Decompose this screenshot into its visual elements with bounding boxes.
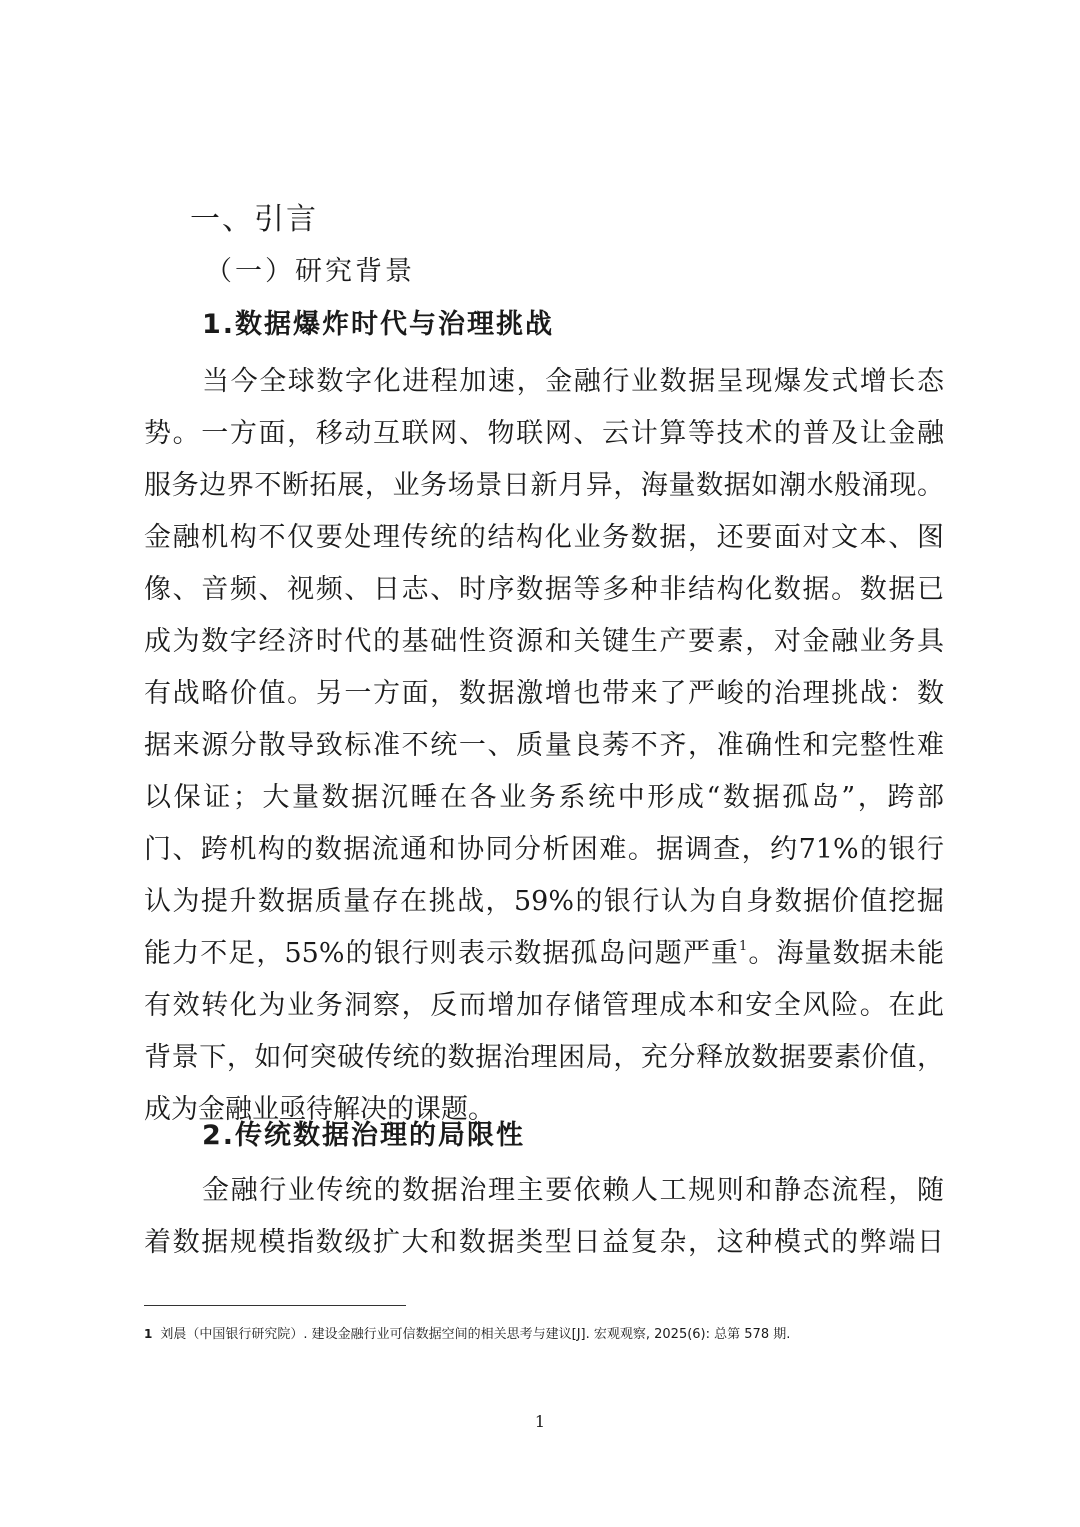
paragraph-line-with-footnote: [144, 928, 944, 980]
paragraph-line: 有效转化为业务洞察，反而增加存储管理成本和安全风险。在此: [144, 990, 944, 1021]
paragraph-line: 当今全球数字化进程加速，金融行业数据呈现爆发式增长态: [202, 366, 944, 397]
footnote-text: 刘晨（中国银行研究院）. 建设金融行业可信数据空间的相关思考与建议[J]. 宏观观察, 2025(6): 总第 578 期.: [160, 1327, 791, 1342]
paragraph-2: [144, 1165, 944, 1269]
footnote-number: 1: [144, 1327, 153, 1341]
paragraph-line: 成为数字经济时代的基础性资源和关键生产要素，对金融业务具: [144, 626, 944, 657]
paragraph-line: 金融机构不仅要处理传统的结构化业务数据，还要面对文本、图: [144, 522, 944, 553]
line-text: 能力不足，55%的银行则表示数据孤岛问题严重: [144, 938, 740, 969]
subsection-heading-1: 1.数据爆炸时代与治理挑战: [202, 309, 555, 340]
subsection-heading-2: 2.传统数据治理的局限性: [202, 1120, 526, 1151]
paragraph-line: 有战略价值。另一方面，数据激增也带来了严峻的治理挑战：数: [144, 678, 944, 709]
footnote-divider: [144, 1305, 406, 1306]
paragraph-line: 成为金融业亟待解决的课题。: [144, 1094, 495, 1125]
paragraph-1: [144, 356, 944, 1136]
paragraph-line: 着数据规模指数级扩大和数据类型日益复杂，这种模式的弊端日: [144, 1227, 944, 1258]
paragraph-line: 背景下，如何突破传统的数据治理困局，充分释放数据要素价值，: [144, 1042, 944, 1073]
chapter-heading: 一、引言: [190, 202, 318, 237]
paragraph-line: 金融行业传统的数据治理主要依赖人工规则和静态流程，随: [202, 1175, 944, 1206]
section-heading: （一）研究背景: [205, 256, 415, 287]
footnote: [144, 1325, 790, 1344]
paragraph-line: 门、跨机构的数据流通和协同分析困难。据调查，约71%的银行: [144, 834, 944, 865]
paragraph-line: 认为提升数据质量存在挑战，59%的银行认为自身数据价值挖掘: [144, 886, 944, 917]
footnote-marker[interactable]: 1: [739, 939, 748, 954]
paragraph-line: 以保证；大量数据沉睡在各业务系统中形成“数据孤岛”，跨部: [144, 782, 944, 813]
paragraph-line: 像、音频、视频、日志、时序数据等多种非结构化数据。数据已: [144, 574, 944, 605]
page-number: 1: [534, 1412, 546, 1431]
paragraph-line: 势。一方面，移动互联网、物联网、云计算等技术的普及让金融: [144, 418, 944, 449]
line-text-tail: 。海量数据未能: [747, 938, 944, 969]
paragraph-line: 据来源分散导致标准不统一、质量良莠不齐，准确性和完整性难: [144, 730, 944, 761]
paragraph-line: 服务边界不断拓展，业务场景日新月异，海量数据如潮水般涌现。: [144, 470, 944, 501]
